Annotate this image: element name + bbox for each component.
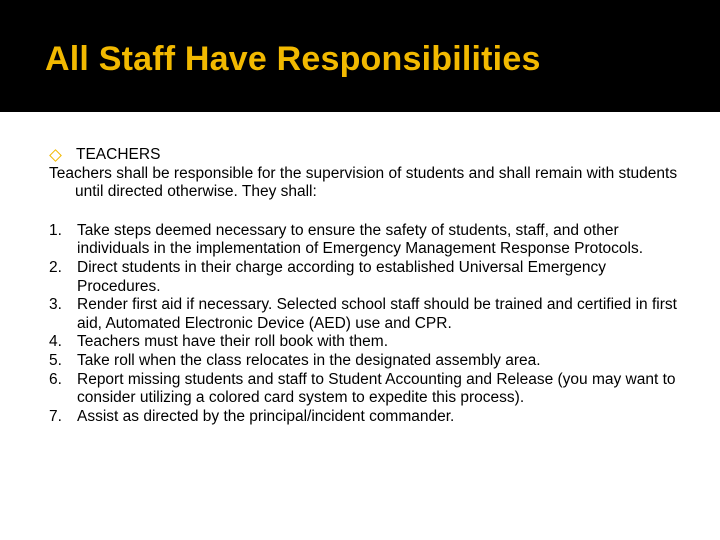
item-number: 5. bbox=[49, 351, 62, 369]
item-text: Teachers must have their roll book with them. bbox=[77, 333, 388, 351]
item-text: Assist as directed by the principal/incident commander. bbox=[77, 407, 455, 425]
slide-body bbox=[49, 146, 689, 426]
diamond-bullet-icon bbox=[49, 149, 62, 162]
item-text: Render first aid if necessary. Selected school staff should be trained and certified in first aid, Automated Electronic Device (AED) use and CPR. bbox=[77, 296, 677, 332]
item-number: 2. bbox=[49, 258, 62, 276]
item-text: Direct students in their charge according to established Universal Emergency Procedures. bbox=[77, 258, 606, 295]
slide-title: All Staff Have Responsibilities bbox=[45, 40, 541, 78]
list-item bbox=[49, 296, 689, 333]
item-number: 3. bbox=[49, 296, 62, 314]
item-text: Take roll when the class relocates in the designated assembly area. bbox=[77, 351, 541, 369]
item-text: Take steps deemed necessary to ensure the safety of students, staff, and other individuals in the implementation of Emergency Management Response Protocols. bbox=[77, 221, 644, 258]
item-number: 1. bbox=[49, 221, 62, 239]
list-item bbox=[49, 333, 689, 352]
item-number: 7. bbox=[49, 407, 62, 425]
list-item bbox=[49, 408, 689, 427]
section-heading-text: TEACHERS bbox=[76, 146, 161, 163]
list-item bbox=[49, 222, 689, 259]
list-item bbox=[49, 352, 689, 371]
title-bar bbox=[0, 0, 720, 112]
responsibility-list bbox=[49, 222, 689, 427]
section-heading bbox=[49, 146, 689, 165]
item-text: Report missing students and staff to Student Accounting and Release (you may want to consider utilizing a colored card system to expedite this process). bbox=[77, 370, 676, 407]
list-item bbox=[49, 371, 689, 408]
list-item bbox=[49, 259, 689, 296]
item-number: 4. bbox=[49, 333, 62, 351]
item-number: 6. bbox=[49, 370, 62, 388]
intro-paragraph: Teachers shall be responsible for the supervision of students and shall remain with students until directed otherwise. They shall: bbox=[49, 164, 678, 201]
